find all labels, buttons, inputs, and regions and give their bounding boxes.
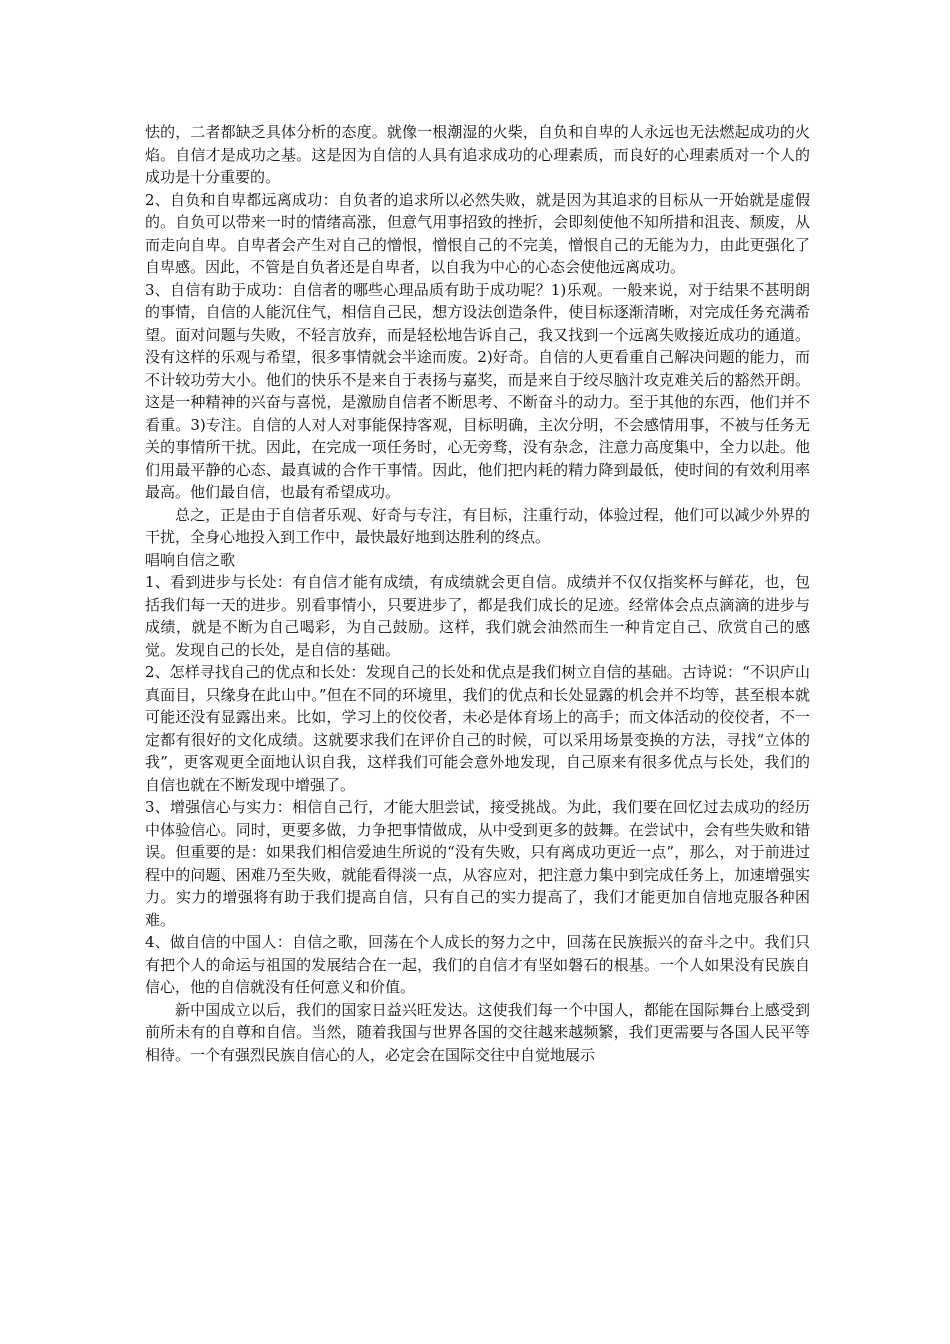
section-paragraph-3: 3、增强信心与实力：相信自己行，才能大胆尝试，接受挑战。为此，我们要在回忆过去成功的经历中体验信心。同时，更要多做，力争把事情做成，从中受到更多的鼓舞。在尝试中，会有些失败和错误。但重要的是：如果我们相信爱迪生所说的“没有失败，只有离成功更近一点”，那么，对于前进过程中的问题、困难乃至失败，就能看得淡一点，从容应对，把注意力集中到完成任务上，加速增强实力。实力的增强将有助于我们提高自信，只有自己的实力提高了，我们才能更加自信地克服各种困难。 xyxy=(145,798,810,929)
section-paragraph-4: 4、做自信的中国人：自信之歌，回荡在个人成长的努力之中，回荡在民族振兴的奋斗之中。我们只有把个人的命运与祖国的发展结合在一起，我们的自信才有坚如磐石的根基。一个人如果没有民族自信心，他的自信就没有任何意义和价值。 xyxy=(145,933,810,996)
document-page xyxy=(145,121,810,1066)
section-paragraph-2: 2、怎样寻找自己的优点和长处：发现自己的长处和优点是我们树立自信的基础。古诗说：“不识庐山真面目，只缘身在此山中。”但在不同的环境里，我们的优点和长处显露的机会并不均等，甚至根本就可能还没有显露出来。比如，学习上的佼佼者，未必是体育场上的高手；而文体活动的佼佼者，不一定都有很好的文化成绩。这就要求我们在评价自己的时候，可以采用场景变换的方法，寻找“立体的我”，更客观更全面地认识自我，这样我们可能会意外地发现，自己原来有很多优点与长处，我们的自信也就在不断发现中增强了。 xyxy=(145,663,810,794)
section-paragraph-1: 1、看到进步与长处：有自信才能有成绩，有成绩就会更自信。成绩并不仅仅指奖杯与鲜花，也，包括我们每一天的进步。别看事情小，只要进步了，都是我们成长的足迹。经常体会点点滴滴的进步与成绩，就是不断为自己喝彩，为自己鼓励。这样，我们就会油然而生一种肯定自己、欣赏自己的感觉。发现自己的长处，是自信的基础。 xyxy=(145,573,810,659)
paragraph-item-3: 3、自信有助于成功：自信者的哪些心理品质有助于成功呢？1)乐观。一般来说，对于结果不甚明朗的事情，自信的人能沉住气，相信自己民，想方设法创造条件，使目标逐渐清晰，对完成任务充满希望。面对问题与失败，不轻言放弃，而是轻松地告诉自己，我又找到一个远离失败接近成功的通道。没有这样的乐观与希望，很多事情就会半途而废。2)好奇。自信的人更看重自己解决问题的能力，而不计较功劳大小。他们的快乐不是来自于表扬与嘉奖，而是来自于绞尽脑汁攻克难关后的豁然开朗。这是一种精神的兴奋与喜悦，是激励自信者不断思考、不断奋斗的动力。至于其他的东西，他们并不看重。3)专注。自信的人对人对事能保持客观，目标明确，主次分明，不会感情用事，不被与任务无关的事情所干扰。因此，在完成一项任务时，心无旁骛，没有杂念，注意力高度集中，全力以赴。他们用最平静的心态、最真诚的合作干事情。因此，他们把内耗的精力降到最低，使时间的有效利用率最高。他们最自信，也最有希望成功。 xyxy=(145,280,810,501)
section-paragraph-5: 新中国成立以后，我们的国家日益兴旺发达。这使我们每一个中国人，都能在国际舞台上感受到前所未有的自尊和自信。当然，随着我国与世界各国的交往越来越频繁，我们更需要与各国人民平等相待。一个有强烈民族自信心的人，必定会在国际交往中自觉地展示 xyxy=(145,1000,810,1064)
paragraph-summary: 总之，正是由于自信者乐观、好奇与专注，有目标，注重行动，体验过程，他们可以减少外界的干扰，全身心地投入到工作中，最快最好地到达胜利的终点。 xyxy=(145,505,810,546)
paragraph-item-2: 2、自负和自卑都远离成功：自负者的追求所以必然失败，就是因为其追求的目标从一开始就是虚假的。自负可以带来一时的情绪高涨，但意气用事招致的挫折，会即刻使他不知所措和沮丧、颓废，从而走向自卑。自卑者会产生对自己的憎恨，憎恨自己的不完美，憎恨自己的无能为力，由此更强化了自卑感。因此，不管是自负者还是自卑者，以自我为中心的心态会使他远离成功。 xyxy=(145,190,810,276)
paragraph-continuation: 怯的，二者都缺乏具体分析的态度。就像一根潮湿的火柴，自负和自卑的人永远也无法燃起成功的火焰。自信才是成功之基。这是因为自信的人具有追求成功的心理素质，而良好的心理素质对一个人的成功是十分重要的。 xyxy=(145,123,810,186)
section-title: 唱响自信之歌 xyxy=(145,550,236,569)
